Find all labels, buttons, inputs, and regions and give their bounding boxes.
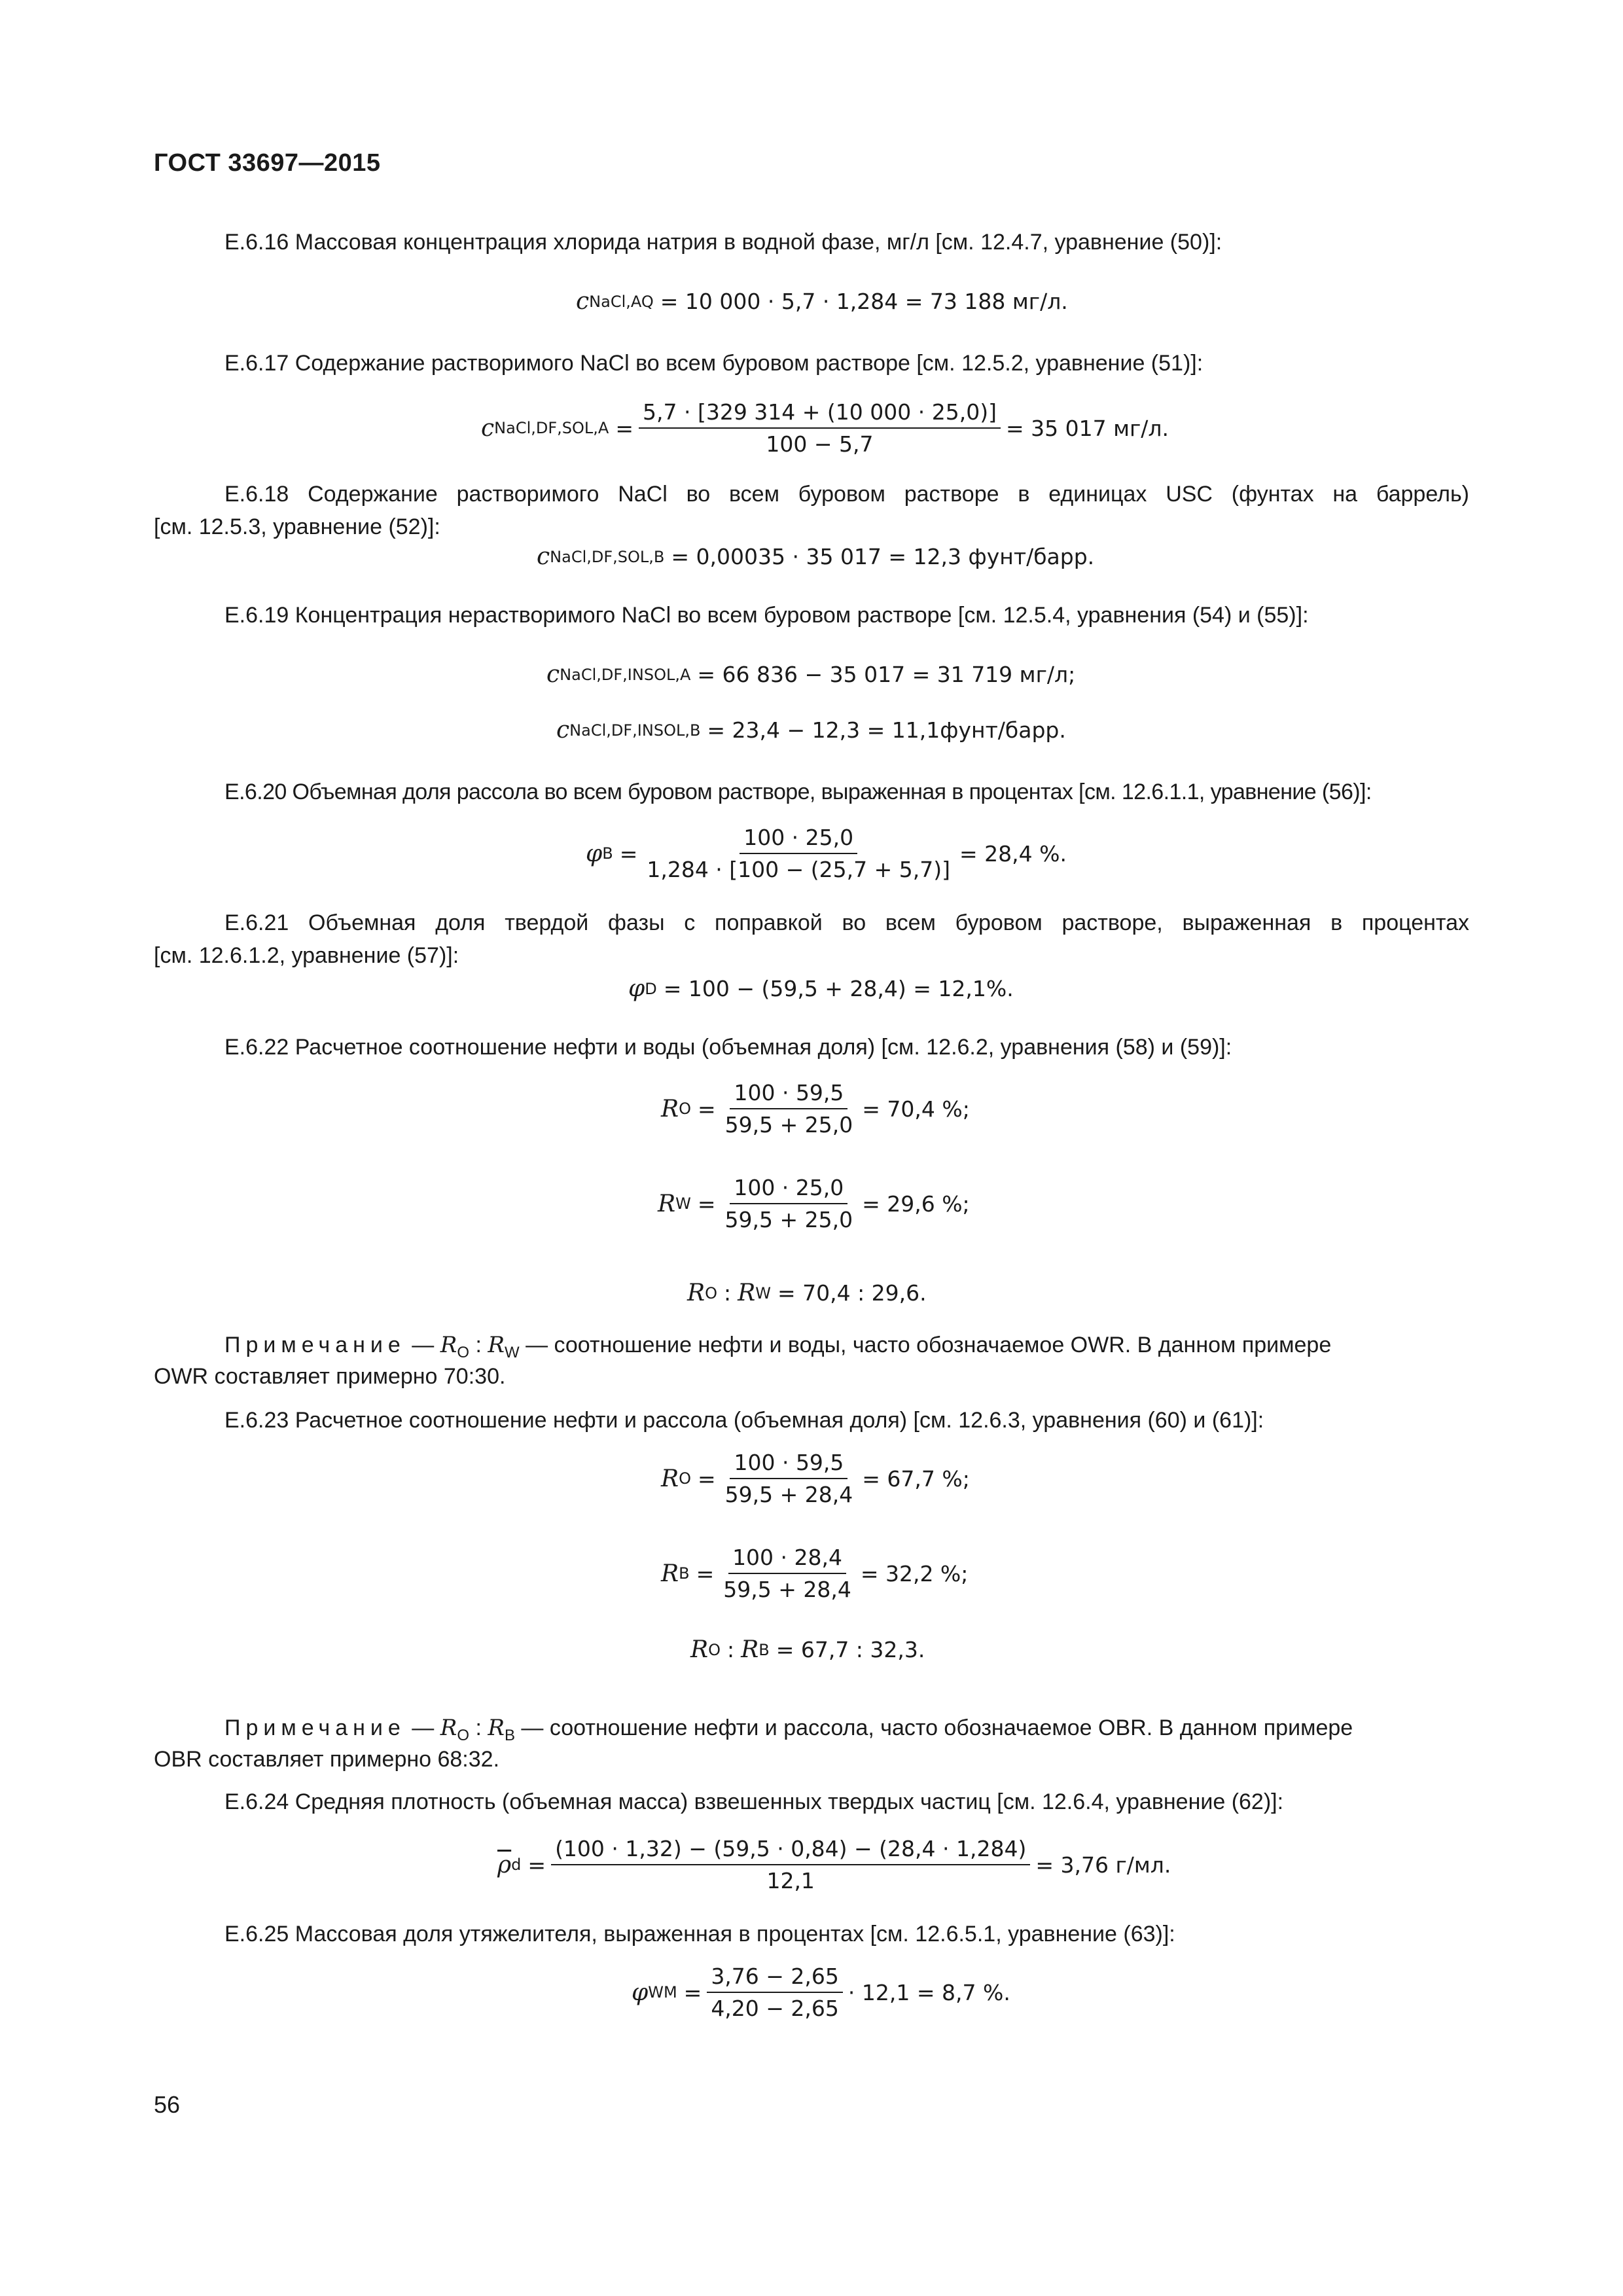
equation-63: φ WM = $\frac{3,76 - 2,65}{4,20 - 2,65}$ · 12,1 = 8,7 %. [632, 1964, 1010, 2021]
equation-52: c NaCl,DF,SOL,B = 0,00035 · 35 017 = 12,3 фунт/барр. [537, 543, 1095, 570]
paragraph-e617: Е.6.17 Содержание растворимого NaCl во всем буровом растворе [см. 12.5.2, уравнение (51)]: [224, 351, 1204, 376]
paragraph-e625: Е.6.25 Массовая доля утяжелителя, выраженная в процентах [см. 12.6.5.1, уравнение (63)]: [224, 1922, 1175, 1946]
fraction-eq59: $\frac{100 \cdot 25,0}{59,5 + 25,0}$ [724, 1175, 853, 1232]
paragraph-e623: Е.6.23 Расчетное соотношение нефти и рассола (объемная доля) [см. 12.6.3, уравнения (60) и (61)]: [224, 1408, 1264, 1433]
fraction-eq63: $\frac{3,76 - 2,65}{4,20 - 2,65}$ [707, 1964, 843, 2021]
equation-60: R O = $\frac{100 \cdot 59,5}{59,5 + 28,4}$ = 67,7 %; [661, 1450, 970, 1507]
equation-59: R W = $\frac{100 \cdot 25,0}{59,5 + 25,0}$ = 29,6 %; [658, 1175, 970, 1232]
equation-57: φ D = 100 − (59,5 + 28,4) = 12,1%. [628, 975, 1014, 1002]
fraction-eq51: $\frac{5,7 \cdot [329 314 + (10 000 \cdot 25,0)]}{100 - 5,7}$ [639, 399, 1001, 457]
paragraph-e618-line2: [см. 12.5.3, уравнение (52)]: [154, 514, 440, 539]
fraction-eq62: $\frac{(100 \cdot 1,32) - (59,5 \cdot 0,84) - (28,4 \cdot 1,284)}{12,1}$ [551, 1836, 1030, 1893]
equation-61: R B = $\frac{100 \cdot 28,4}{59,5 + 28,4}$ = 32,2 %; [661, 1545, 969, 1602]
equation-55: c NaCl,DF,INSOL,B = 23,4 − 12,3 = 11,1фунт/барр. [556, 717, 1066, 744]
note-owr-line2: OWR составляет примерно 70:30. [154, 1364, 506, 1389]
equation-54: c NaCl,DF,INSOL,A = 66 836 − 35 017 = 31 719 мг/л; [546, 661, 1076, 688]
fraction-eq61: $\frac{100 \cdot 28,4}{59,5 + 28,4}$ [723, 1545, 851, 1602]
document-header: ГОСТ 33697—2015 [154, 149, 381, 177]
equation-ratio-ob: R O : R B = 67,7 : 32,3. [690, 1636, 925, 1663]
equation-ratio-ow: R O : R W = 70,4 : 29,6. [687, 1280, 927, 1306]
paragraph-e624: Е.6.24 Средняя плотность (объемная масса) взвешенных твердых частиц [см. 12.6.4, уравнение (62)]: [224, 1789, 1284, 1814]
equation-62: $\overline{\rho}$ d = $\frac{(100 \cdot 1,32) - (59,5 \cdot 0,84) - (28,4 \cdot 1,284)}{12,1}$ = 3,76 г/мл. [497, 1836, 1171, 1893]
paragraph-e619: Е.6.19 Концентрация нерастворимого NaCl во всем буровом растворе [см. 12.5.4, уравнения (54) и (55)]: [224, 603, 1309, 628]
paragraph-e621-line2: [см. 12.6.1.2, уравнение (57)]: [154, 943, 459, 968]
page-number: 56 [154, 2091, 181, 2118]
paragraph-e618-line1: Е.6.18 Содержание растворимого NaCl во всем буровом растворе в единицах USC (фунтах на баррель) [224, 482, 1469, 507]
paragraph-e620: Е.6.20 Объемная доля рассола во всем буровом растворе, выраженная в процентах [см. 12.6.1.1, уравнение (56)]: [224, 780, 1372, 804]
equation-50: c NaCl,AQ = 10 000 · 5,7 · 1,284 = 73 188 мг/л. [576, 288, 1068, 315]
fraction-eq56: $\frac{100 \cdot 25,0}{1,284 \cdot [100 - (25,7 + 5,7)]}$ [647, 825, 950, 882]
paragraph-e621-line1: Е.6.21 Объемная доля твердой фазы с поправкой во всем буровом растворе, выраженная в процентах [224, 910, 1469, 935]
paragraph-e622: Е.6.22 Расчетное соотношение нефти и воды (объемная доля) [см. 12.6.2, уравнения (58) и (59)]: [224, 1035, 1232, 1060]
equation-56: φ B = $\frac{100 \cdot 25,0}{1,284 \cdot [100 - (25,7 + 5,7)]}$ = 28,4 %. [586, 825, 1067, 882]
note-obr: Примечание — $R_O$ : $R_B$ — соотношение нефти и рассола, часто обозначаемое OBR. В данном примере [224, 1715, 1353, 1744]
fraction-eq58: $\frac{100 \cdot 59,5}{59,5 + 25,0}$ [724, 1080, 853, 1138]
note-obr-line2: OBR составляет примерно 68:32. [154, 1747, 500, 1772]
note-owr: Примечание — $R_O$ : $R_W$ — соотношение нефти и воды, часто обозначаемое OWR. В данном примере [224, 1332, 1332, 1361]
fraction-eq60: $\frac{100 \cdot 59,5}{59,5 + 28,4}$ [724, 1450, 853, 1507]
equation-51: c NaCl,DF,SOL,A = $\frac{5,7 \cdot [329 314 + (10 000 \cdot 25,0)]}{100 - 5,7}$ = 35 017 мг/л. [481, 399, 1169, 457]
equation-58: R O = $\frac{100 \cdot 59,5}{59,5 + 25,0}$ = 70,4 %; [661, 1080, 970, 1138]
paragraph-e616: Е.6.16 Массовая концентрация хлорида натрия в водной фазе, мг/л [см. 12.4.7, уравнение (50)]: [224, 230, 1222, 255]
